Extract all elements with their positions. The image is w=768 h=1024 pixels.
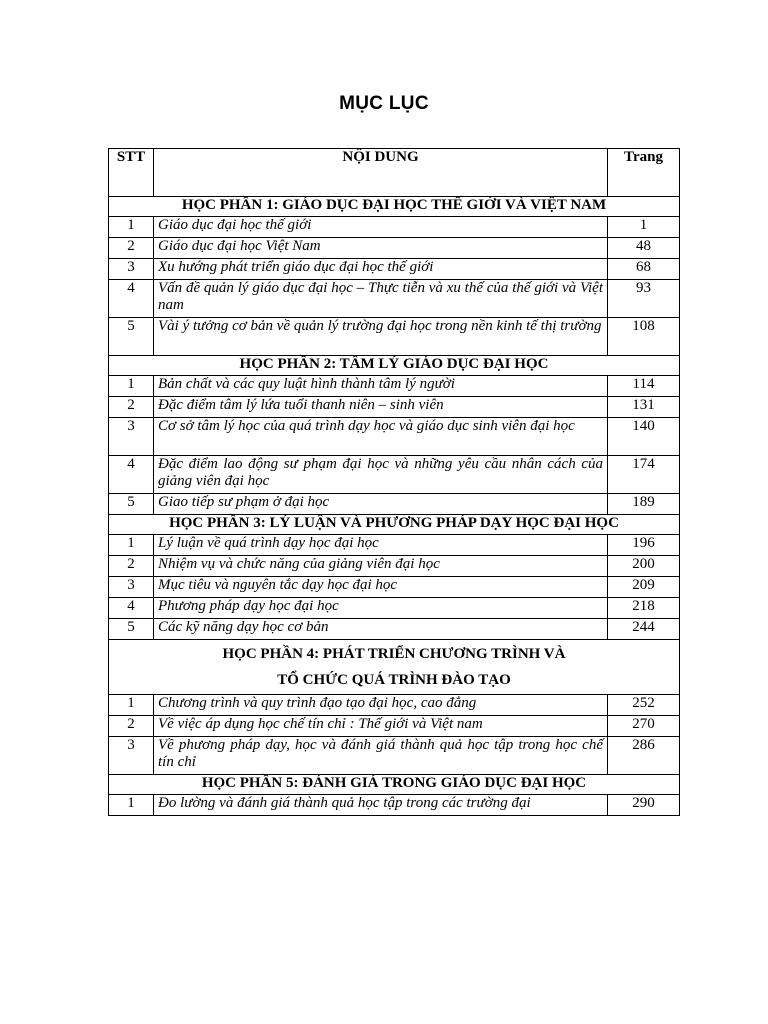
section-row: [109, 640, 680, 695]
table-row: [109, 619, 680, 640]
table-row: [109, 238, 680, 259]
row-page: 1: [608, 217, 680, 238]
row-stt: 5: [109, 494, 154, 515]
row-stt: 1: [109, 376, 154, 397]
row-text: Nhiệm vụ và chức năng của giảng viên đại học: [154, 556, 608, 577]
row-stt: 2: [109, 556, 154, 577]
row-text: Đo lường và đánh giá thành quả học tập trong các trường đại: [154, 795, 608, 816]
row-text: Cơ sở tâm lý học của quá trình dạy học và giáo dục sinh viên đại học: [154, 418, 608, 456]
row-page: 196: [608, 535, 680, 556]
table-row: [109, 456, 680, 494]
section-title: HỌC PHẦN 2: TÂM LÝ GIÁO DỤC ĐẠI HỌC: [109, 356, 680, 376]
row-text: Giao tiếp sư phạm ở đại học: [154, 494, 608, 515]
row-stt: 2: [109, 716, 154, 737]
row-page: 108: [608, 318, 680, 356]
row-text: Đặc điểm tâm lý lứa tuổi thanh niên – sinh viên: [154, 397, 608, 418]
section-row: [109, 775, 680, 795]
row-stt: 3: [109, 737, 154, 775]
table-row: [109, 737, 680, 775]
row-page: 189: [608, 494, 680, 515]
row-stt: 2: [109, 238, 154, 259]
row-page: 209: [608, 577, 680, 598]
row-text: Vấn đề quản lý giáo dục đại học – Thực tiễn và xu thế của thế giới và Việt nam: [154, 280, 608, 318]
table-row: [109, 695, 680, 716]
row-text: Về phương pháp dạy, học và đánh giá thành quả học tập trong học chế tín chỉ: [154, 737, 608, 775]
row-text: Về việc áp dụng học chế tín chỉ : Thế giới và Việt nam: [154, 716, 608, 737]
toc-body: [109, 197, 680, 816]
table-row: [109, 598, 680, 619]
row-stt: 3: [109, 259, 154, 280]
table-row: [109, 397, 680, 418]
row-text: Giáo dục đại học thế giới: [154, 217, 608, 238]
row-page: 218: [608, 598, 680, 619]
row-page: 270: [608, 716, 680, 737]
section-row: [109, 356, 680, 376]
row-stt: 1: [109, 695, 154, 716]
row-page: 48: [608, 238, 680, 259]
table-row: [109, 535, 680, 556]
row-page: 140: [608, 418, 680, 456]
row-page: 93: [608, 280, 680, 318]
section-title: HỌC PHẦN 1: GIÁO DỤC ĐẠI HỌC THẾ GIỚI VÀ VIỆT NAM: [109, 197, 680, 217]
row-text: Các kỹ năng dạy học cơ bản: [154, 619, 608, 640]
row-page: 174: [608, 456, 680, 494]
section-title: HỌC PHẦN 5: ĐÁNH GIÁ TRONG GIÁO DỤC ĐẠI HỌC: [109, 775, 680, 795]
row-text: Lý luận về quá trình dạy học đại học: [154, 535, 608, 556]
row-text: Chương trình và quy trình đạo tạo đại học, cao đẳng: [154, 695, 608, 716]
row-page: 290: [608, 795, 680, 816]
row-text: Vài ý tưởng cơ bản về quản lý trường đại học trong nền kinh tế thị trường: [154, 318, 608, 356]
table-row: [109, 280, 680, 318]
row-stt: 1: [109, 795, 154, 816]
table-row: [109, 259, 680, 280]
section-title: [109, 640, 680, 695]
table-row: [109, 716, 680, 737]
section-title: HỌC PHẦN 3: LÝ LUẬN VÀ PHƯƠNG PHÁP DẠY HỌC ĐẠI HỌC: [109, 515, 680, 535]
table-row: [109, 217, 680, 238]
row-text: Bản chất và các quy luật hình thành tâm lý người: [154, 376, 608, 397]
toc-table: [108, 148, 680, 816]
table-row: [109, 577, 680, 598]
section-title-line: HỌC PHẦN 4: PHÁT TRIỂN CHƯƠNG TRÌNH VÀ: [222, 646, 566, 662]
row-stt: 1: [109, 535, 154, 556]
row-stt: 4: [109, 456, 154, 494]
row-text: Xu hướng phát triển giáo dục đại học thế giới: [154, 259, 608, 280]
row-stt: 1: [109, 217, 154, 238]
section-title-line: TỔ CHỨC QUÁ TRÌNH ĐÀO TẠO: [277, 672, 511, 688]
column-header-page: Trang: [608, 149, 680, 197]
row-page: 200: [608, 556, 680, 577]
table-row: [109, 376, 680, 397]
page-title: MỤC LỤC: [339, 93, 429, 114]
header-row: [109, 149, 680, 197]
row-stt: 2: [109, 397, 154, 418]
table-row: [109, 494, 680, 515]
row-stt: 4: [109, 598, 154, 619]
row-stt: 5: [109, 619, 154, 640]
table-row: [109, 418, 680, 456]
row-stt: 4: [109, 280, 154, 318]
table-row: [109, 556, 680, 577]
row-page: 252: [608, 695, 680, 716]
row-page: 286: [608, 737, 680, 775]
row-stt: 3: [109, 577, 154, 598]
row-text: Giáo dục đại học Việt Nam: [154, 238, 608, 259]
column-header-stt: STT: [109, 149, 154, 197]
column-header-content: NỘI DUNG: [154, 149, 608, 197]
table-row: [109, 795, 680, 816]
row-stt: 3: [109, 418, 154, 456]
row-stt: 5: [109, 318, 154, 356]
row-page: 68: [608, 259, 680, 280]
section-row: [109, 515, 680, 535]
row-page: 131: [608, 397, 680, 418]
row-text: Phương pháp dạy học đại học: [154, 598, 608, 619]
table-row: [109, 318, 680, 356]
section-row: [109, 197, 680, 217]
row-page: 114: [608, 376, 680, 397]
row-page: 244: [608, 619, 680, 640]
row-text: Mục tiêu và nguyên tắc dạy học đại học: [154, 577, 608, 598]
row-text: Đặc điểm lao động sư phạm đại học và những yêu cầu nhân cách của giảng viên đại học: [154, 456, 608, 494]
